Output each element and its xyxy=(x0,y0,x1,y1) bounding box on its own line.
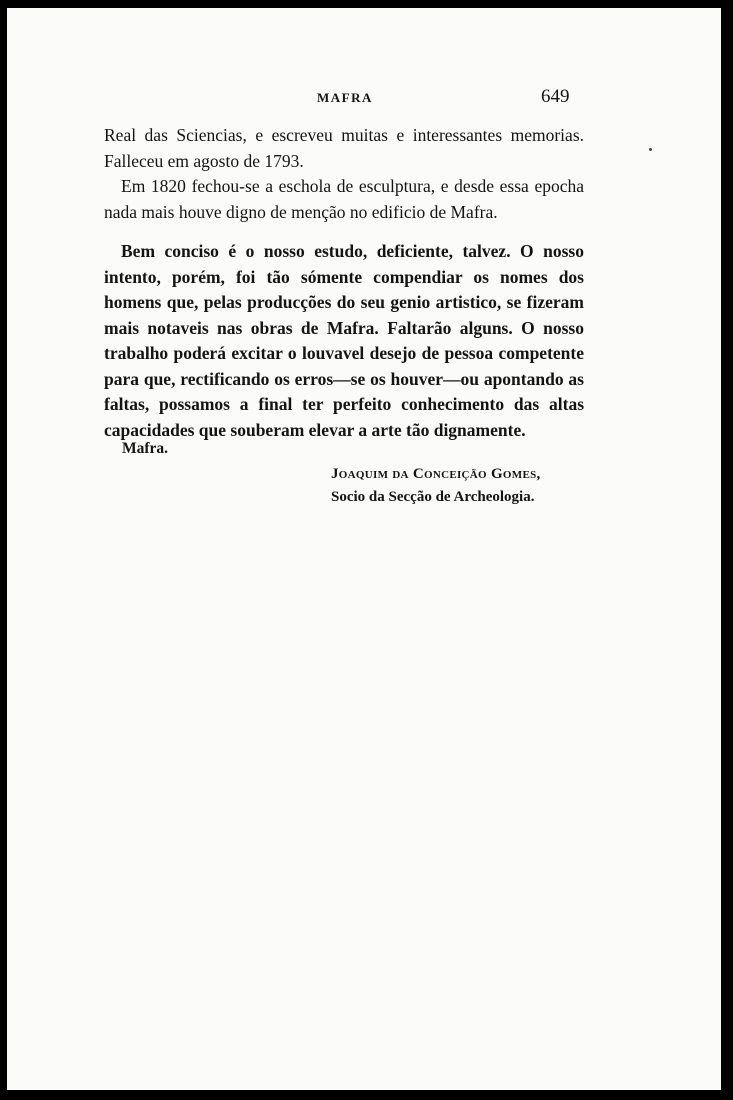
page-number: 649 xyxy=(541,86,570,107)
document-page xyxy=(7,8,721,1090)
signature-role: Socio da Secção de Archeologia. xyxy=(331,489,535,505)
running-header xyxy=(7,88,721,112)
place-line: Mafra. xyxy=(122,440,169,457)
scan-speck xyxy=(649,148,652,151)
signature-name: Joaquim da Conceição Gomes, xyxy=(331,466,541,482)
body-text-top xyxy=(104,123,584,225)
paragraph-1: Real das Sciencias, e escreveu muitas e interessantes memorias. Falleceu em agosto de 1793. xyxy=(104,125,584,171)
running-title: MAFRA xyxy=(317,90,373,105)
paragraph-3: Bem conciso é o nosso estudo, deficiente, talvez. O nosso intento, porém, foi tão sómente compendiar os nomes dos homens que, pelas producções do seu genio artistico, se fizeram mais notaveis nas obras de Mafra. Faltarão alguns. O nosso trabalho poderá excitar o louvavel desejo de pessoa competente para que, rectificando os erros—se os houver—ou apontando as faltas, possamos a final ter perfeito conhecimento das altas capacidades que souberam elevar a arte tão dignamente. xyxy=(104,241,584,440)
paragraph-2: Em 1820 fechou-se a eschola de esculptura, e desde essa epocha nada mais houve digno de menção no edificio de Mafra. xyxy=(104,176,584,222)
body-text-conclusion xyxy=(104,239,584,443)
